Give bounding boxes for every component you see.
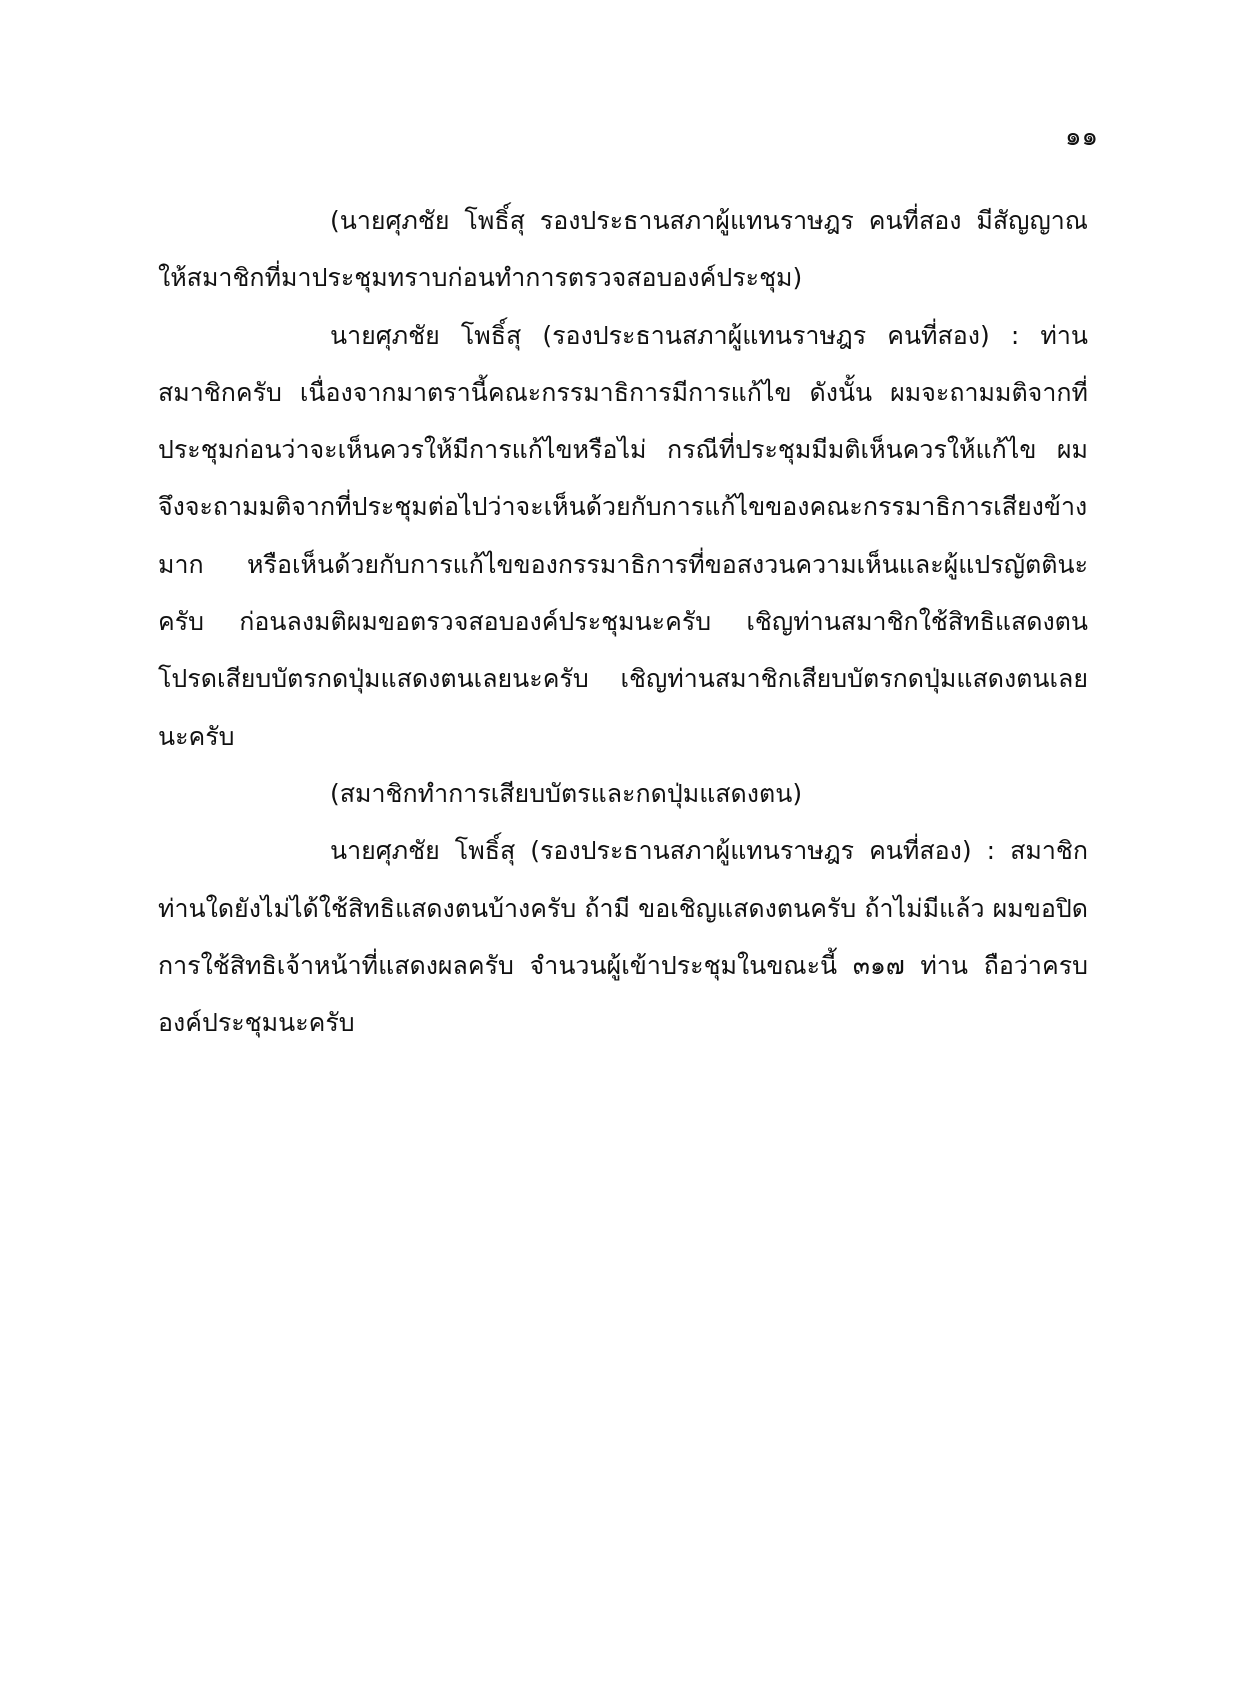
paragraph-signal-announcement: (นายศุภชัย โพธิ์สุ รองประธานสภาผู้แทนราษฎร คนที่สอง มีสัญญาณให้สมาชิกที่มาประชุมทราบก่อนทำการตรวจสอบองค์ประชุม) [158,206,1088,293]
paragraph-chair-speech-quorum-result: นายศุภชัย โพธิ์สุ (รองประธานสภาผู้แทนราษฎร คนที่สอง) : สมาชิกท่านใดยังไม่ได้ใช้สิทธิแสดงตนบ้างครับ ถ้ามี ขอเชิญแสดงตนครับ ถ้าไม่มีแล้ว ผมขอปิดการใช้สิทธิเจ้าหน้าที่แสดงผลครับ จำนวนผู้เข้าประชุมในขณะนี้ ๓๑๗ ท่าน ถือว่าครบองค์ประชุมนะครับ [158,836,1088,1038]
page-number: ๑๑ [1064,122,1098,152]
document-body [158,192,1088,1051]
paragraph-members-action: (สมาชิกทำการเสียบบัตรและกดปุ่มแสดงตน) [330,778,803,808]
paragraph-chair-speech-quorum-check: นายศุภชัย โพธิ์สุ (รองประธานสภาผู้แทนราษฎร คนที่สอง) : ท่านสมาชิกครับ เนื่องจากมาตรานี้คณะกรรมาธิการมีการแก้ไข ดังนั้น ผมจะถามมติจากที่ประชุมก่อนว่าจะเห็นควรให้มีการแก้ไขหรือไม่ กรณีที่ประชุมมีมติเห็นควรให้แก้ไข ผมจึงจะถามมติจากที่ประชุมต่อไปว่าจะเห็นด้วยกับการแก้ไขของคณะกรรมาธิการเสียงข้างมาก หรือเห็นด้วยกับการแก้ไขของกรรมาธิการที่ขอสงวนความเห็นและผู้แปรญัตตินะครับ ก่อนลงมติผมขอตรวจสอบองค์ประชุมนะครับ เชิญท่านสมาชิกใช้สิทธิแสดงตน โปรดเสียบบัตรกดปุ่มแสดงตนเลยนะครับ เชิญท่านสมาชิกเสียบบัตรกดปุ่มแสดงตนเลยนะครับ [158,320,1088,751]
